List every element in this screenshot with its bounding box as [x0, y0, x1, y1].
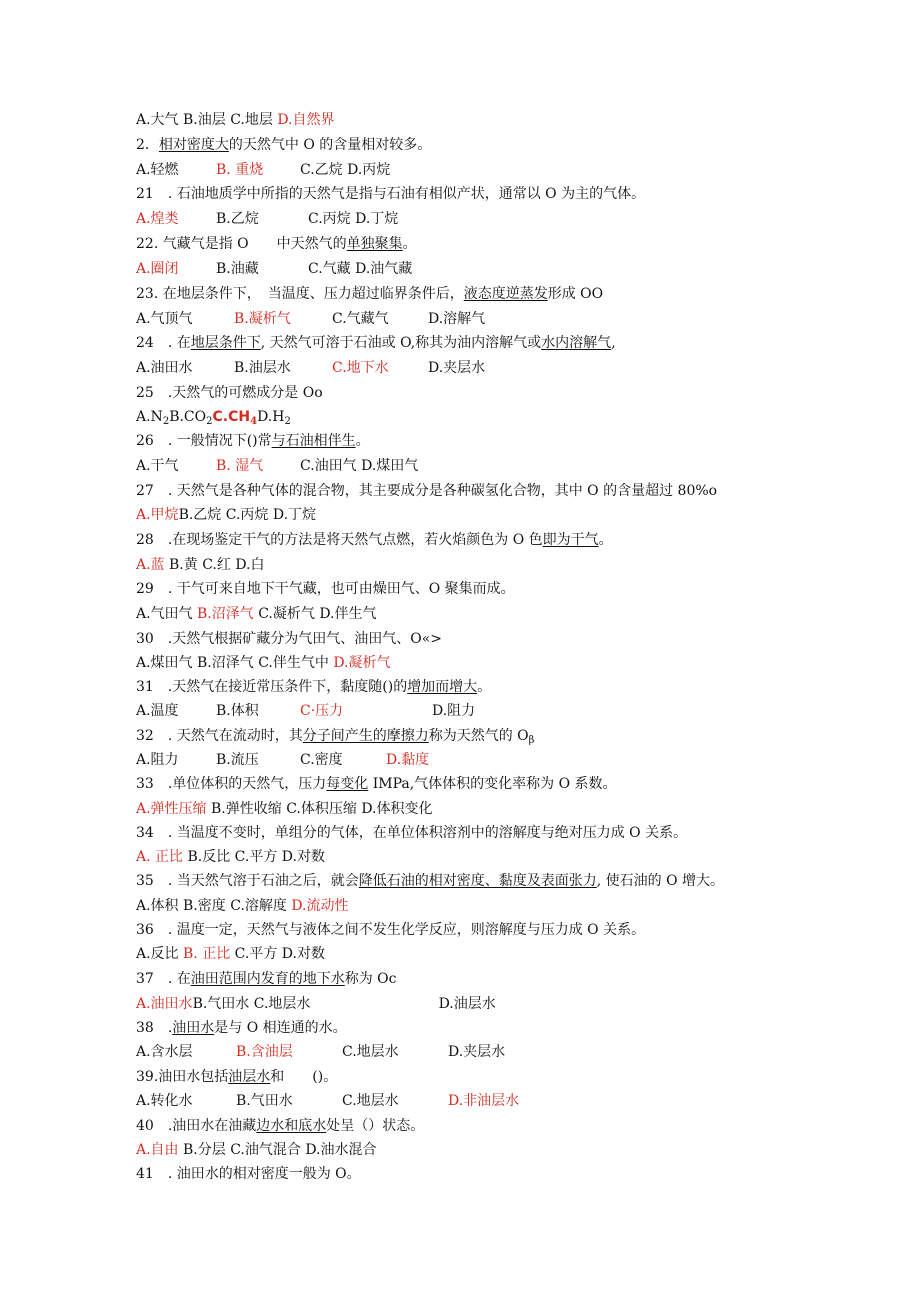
options-q2: A.轻燃 B. 重烧 C.乙烷 D.丙烷	[136, 162, 391, 178]
question-23: 23. 在地层条件下， 当温度、压力超过临界条件后，液态度逆蒸发形成 OO	[136, 286, 604, 302]
answer-a: A.圈闭	[136, 261, 179, 277]
question-29: 29 . 干气可来自地下干气藏，也可由燥田气、O 聚集而成。	[136, 581, 515, 597]
answer-b: B. 重烧	[216, 162, 264, 178]
question-35: 35 . 当天然气溶于石油之后，就会降低石油的相对密度、黏度及表面张力, 使石油的 O 增大。	[136, 873, 724, 889]
answer-c: C.地下水	[332, 360, 389, 376]
question-41: 41 . 油田水的相对密度一般为 O。	[136, 1166, 361, 1182]
answer-b: B. 正比	[183, 946, 231, 962]
question-25: 25 .天然气的可燃成分是 Oo	[136, 385, 323, 401]
options-q22: A.圈闭 B.油藏 C.气藏 D.油气藏	[136, 261, 413, 277]
options-q28: A.蓝 B.黄 C.红 D.白	[136, 557, 265, 573]
question-34: 34 . 当温度不变时，单组分的气体，在单位体积溶剂中的溶解度与绝对压力成 O 关系。	[136, 825, 688, 841]
question-2: 2．相对密度大的天然气中 O 的含量相对较多。	[136, 137, 432, 153]
answer-a: A.甲烷	[136, 507, 179, 523]
options-q34: A. 正比 B.反比 C.平方 D.对数	[136, 849, 325, 865]
options-q37: A.油田水B.气田水 C.地层水 D.油层水	[136, 996, 496, 1012]
answer-c: C·压力	[300, 703, 344, 719]
answer-b: B.凝析气	[234, 311, 291, 327]
question-22: 22. 气藏气是指 O 中天然气的单独聚集。	[136, 236, 417, 252]
options-q27: A.甲烷B.乙烷 C.丙烷 D.丁烷	[136, 507, 317, 523]
answer-b: B. 湿气	[216, 458, 264, 474]
options-q31: A.温度 B.体积 C·压力 D.阻力	[136, 703, 476, 719]
answer-a: A.油田水	[136, 996, 193, 1012]
question-36: 36 . 温度一定，天然气与液体之间不发生化学反应，则溶解度与压力成 O 关系。	[136, 922, 646, 938]
options-q36: A.反比 B. 正比 C.平方 D.对数	[136, 946, 325, 962]
answer-a: A.弹性压缩	[136, 801, 207, 817]
question-40: 40 .油田水在油藏边水和底水处呈（）状态。	[136, 1118, 425, 1134]
options-q21: A.煌类 B.乙烷 C.丙烷 D.丁烷	[136, 211, 399, 227]
options-q40: A.自由 B.分层 C.油气混合 D.油水混合	[136, 1142, 377, 1158]
answer-d: D.黏度	[386, 752, 430, 768]
answer-a: A.煌类	[136, 211, 179, 227]
answer-d: D.自然界	[277, 112, 335, 128]
question-31: 31 .天然气在接近常压条件下，黏度随()的增加而增大。	[136, 679, 492, 695]
answer-d: D.流动性	[291, 898, 349, 914]
question-37: 37 . 在油田范围内发育的地下水称为 Oc	[136, 971, 397, 987]
options-q23: A.气顶气 B.凝析气 C.气藏气 D.溶解气	[136, 311, 486, 327]
answer-a: A.蓝	[136, 557, 165, 573]
question-27: 27 . 天然气是各种气体的混合物，其主要成分是各种碳氢化合物，其中 O 的含量超过 80%o	[136, 483, 718, 499]
answer-a: A.自由	[136, 1142, 179, 1158]
options-q24: A.油田水 B.油层水 C.地下水 D.夹层水	[136, 360, 486, 376]
answer-c: C.CH	[212, 409, 251, 425]
options-q33: A.弹性压缩 B.弹性收缩 C.体积压缩 D.体积变化	[136, 801, 433, 817]
options-q26: A.干气 B. 湿气 C.油田气 D.煤田气	[136, 458, 419, 474]
question-32: 32 . 天然气在流动时，其分子间产生的摩擦力称为天然气的 $O_\beta$	[136, 728, 535, 746]
answer-b: B.含油层	[236, 1044, 293, 1060]
question-21: 21 . 石油地质学中所指的天然气是指与石油有相似产状，通常以 O 为主的气体。	[136, 186, 646, 202]
options-q32: A.阻力 B.流压 C.密度 D.黏度	[136, 752, 430, 768]
options-q35: A.体积 B.密度 C.溶解度 D.流动性	[136, 898, 349, 914]
question-30: 30 .天然气根据矿藏分为气田气、油田气、O«>	[136, 631, 443, 647]
question-26: 26 . 一般情况下()常与石油相伴生。	[136, 433, 370, 449]
answer-a: A. 正比	[136, 849, 184, 865]
answer-d: D.凝析气	[333, 655, 391, 671]
options-q38: A.含水层 B.含油层 C.地层水 D.夹层水	[136, 1044, 506, 1060]
question-24: 24 . 在地层条件下, 天然气可溶于石油或 O,称其为油内溶解气或水内溶解气,	[136, 335, 616, 351]
options-q25: $A.N_2B.CO_2C.CH_4D.H_2$	[136, 409, 291, 427]
answer-d: D.非油层水	[448, 1093, 520, 1109]
options-q30: A.煤田气 B.沼泽气 C.伴生气中 D.凝析气	[136, 655, 391, 671]
question-28: 28 .在现场鉴定干气的方法是将天然气点燃，若火焰颜色为 O 色即为干气。	[136, 532, 613, 548]
options-q39: A.转化水 B.气田水 C.地层水 D.非油层水	[136, 1093, 520, 1109]
question-38: 38 .油田水是与 O 相连通的水。	[136, 1020, 347, 1036]
answer-b: B.沼泽气	[197, 606, 254, 622]
question-39: 39.油田水包括油层水和 ()。	[136, 1069, 338, 1085]
options-q29: A.气田气 B.沼泽气 C.凝析气 D.伴生气	[136, 606, 377, 622]
options-q19: A.大气 B.油层 C.地层 D.自然界	[136, 112, 335, 128]
question-33: 33 .单位体积的天然气，压力每变化 IMPa,气体体积的变化率称为 O 系数。	[136, 776, 617, 792]
